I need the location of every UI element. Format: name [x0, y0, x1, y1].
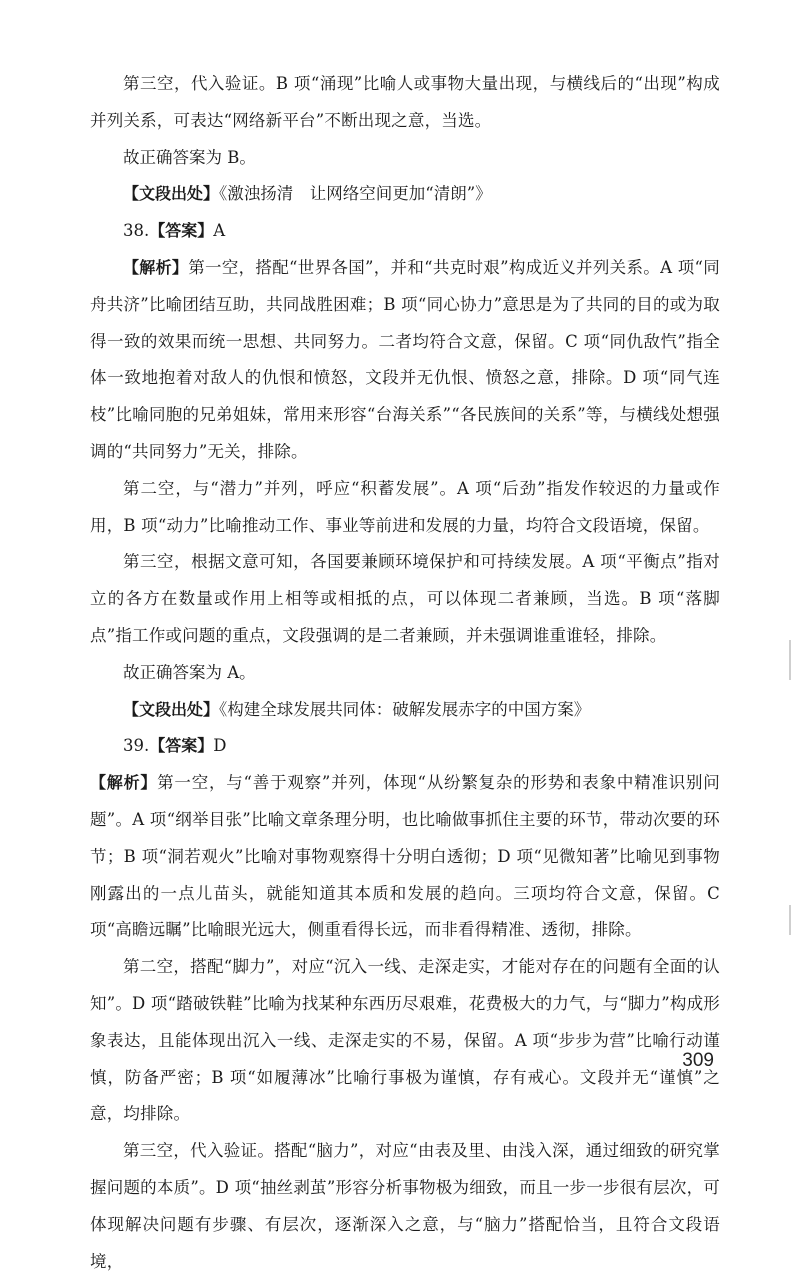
source-title: 《激浊扬清 让网络空间更加“清朗”》	[219, 184, 492, 204]
paragraph-q37-source	[90, 176, 720, 213]
paragraph-text: 第二空，与“潜力”并列，呼应“积蓄发展”。A 项“后劲”指发作较迟的力量或作用，B 项“动力”比喻推动工作、事业等前进和发展的力量，均符合文段语境，保留。	[90, 478, 720, 535]
paragraph-text: 第一空，搭配“世界各国”，并和“共克时艰”构成近义并列关系。A 项“同舟共济”比喻团结互助，共同战胜困难；B 项“同心协力”意思是为了共同的目的或为取得一致的效果而统一思想、共同努力。二者均符合文意，保留。C 项“同仇敌忾”指全体一致地抱着对敌人的仇恨和愤怒，文段并无仇恨、愤怒之意，排除。D 项“同气连枝”比喻同胞的兄弟姐妹，常用来形容“台海关系”“各民族间的关系”等，与横线处想强调的“共同努力”无关，排除。	[90, 257, 720, 461]
paragraph-text: 第一空，与“善于观察”并列，体现“从纷繁复杂的形势和表象中精准识别问题”。A 项“纲举目张”比喻文章条理分明，也比喻做事抓住主要的环节，带动次要的环节；B 项“洞若观火”比喻对事物观察得十分明白透彻；D 项“见微知著”比喻见到事物刚露出的一点儿苗头，就能知道其本质和发展的趋向。三项均符合文意，保留。C 项“高瞻远瞩”比喻眼光远大，侧重看得长远，而非看得精准、透彻，排除。	[90, 773, 720, 940]
analysis-tag: 【解析】	[90, 773, 158, 793]
source-title: 《构建全球发展共同体：破解发展赤字的中国方案》	[219, 699, 591, 719]
page-number: 309	[682, 1050, 714, 1071]
paragraph-q38-conclusion	[90, 655, 720, 692]
source-tag: 【文段出处】	[123, 184, 220, 204]
question-number: 38.	[123, 221, 150, 241]
answer-value: A	[213, 221, 226, 241]
paragraph-text: 第三空，代入验证。B 项“涌现”比喻人或事物大量出现，与横线后的“出现”构成并列关系，可表达“网络新平台”不断出现之意，当选。	[90, 74, 720, 130]
question-number: 39.	[123, 736, 150, 756]
analysis-tag: 【解析】	[123, 257, 189, 277]
paragraph-q38-answer	[90, 213, 720, 250]
paragraph-text: 第三空，根据文意可知，各国要兼顾环境保护和可持续发展。A 项“平衡点”指对立的各方在数量或作用上相等或相抵的点，可以体现二者兼顾，当选。B 项“落脚点”指工作或问题的重点，文段强调的是二者兼顾，并未强调谁重谁轻，排除。	[90, 552, 720, 645]
paragraph-q37-third-blank	[90, 66, 720, 140]
paragraph-q38-third-blank	[90, 544, 720, 654]
answer-tag: 【答案】	[149, 736, 214, 756]
paragraph-q37-conclusion	[90, 140, 720, 177]
paragraph-q38-analysis	[90, 250, 720, 471]
paragraph-q39-second-blank	[90, 949, 720, 1133]
answer-tag: 【答案】	[149, 221, 214, 241]
paragraph-q39-analysis	[90, 765, 720, 949]
page-edge-mark	[789, 905, 791, 935]
paragraph-text: 第三空，代入验证。搭配“脑力”，对应“由表及里、由浅入深，通过细致的研究掌握问题的本质”。D 项“抽丝剥茧”形容分析事物极为细致，而且一步一步很有层次，可体现解决问题有步骤、有层次，逐渐深入之意，与“脑力”搭配恰当，且符合文段语境，	[90, 1141, 720, 1271]
paragraph-q38-source	[90, 692, 720, 729]
page-content	[90, 66, 720, 1280]
source-tag: 【文段出处】	[123, 699, 220, 719]
paragraph-q39-third-blank	[90, 1133, 720, 1280]
paragraph-text: 故正确答案为 A。	[123, 662, 256, 682]
answer-value: D	[213, 736, 227, 756]
paragraph-q38-second-blank	[90, 471, 720, 545]
paragraph-text: 故正确答案为 B。	[123, 147, 256, 167]
page-edge-mark	[789, 640, 791, 680]
paragraph-q39-answer	[90, 728, 720, 765]
paragraph-text: 第二空，搭配“脚力”，对应“沉入一线、走深走实，才能对存在的问题有全面的认知”。D 项“踏破铁鞋”比喻为找某种东西历尽艰难，花费极大的力气，与“脚力”构成形象表达，且能体现出沉入一线、走深走实的不易，保留。A 项“步步为营”比喻行动谨慎，防备严密；B 项“如履薄冰”比喻行事极为谨慎，存有戒心。文段并无“谨慎”之意，均排除。	[90, 957, 720, 1124]
